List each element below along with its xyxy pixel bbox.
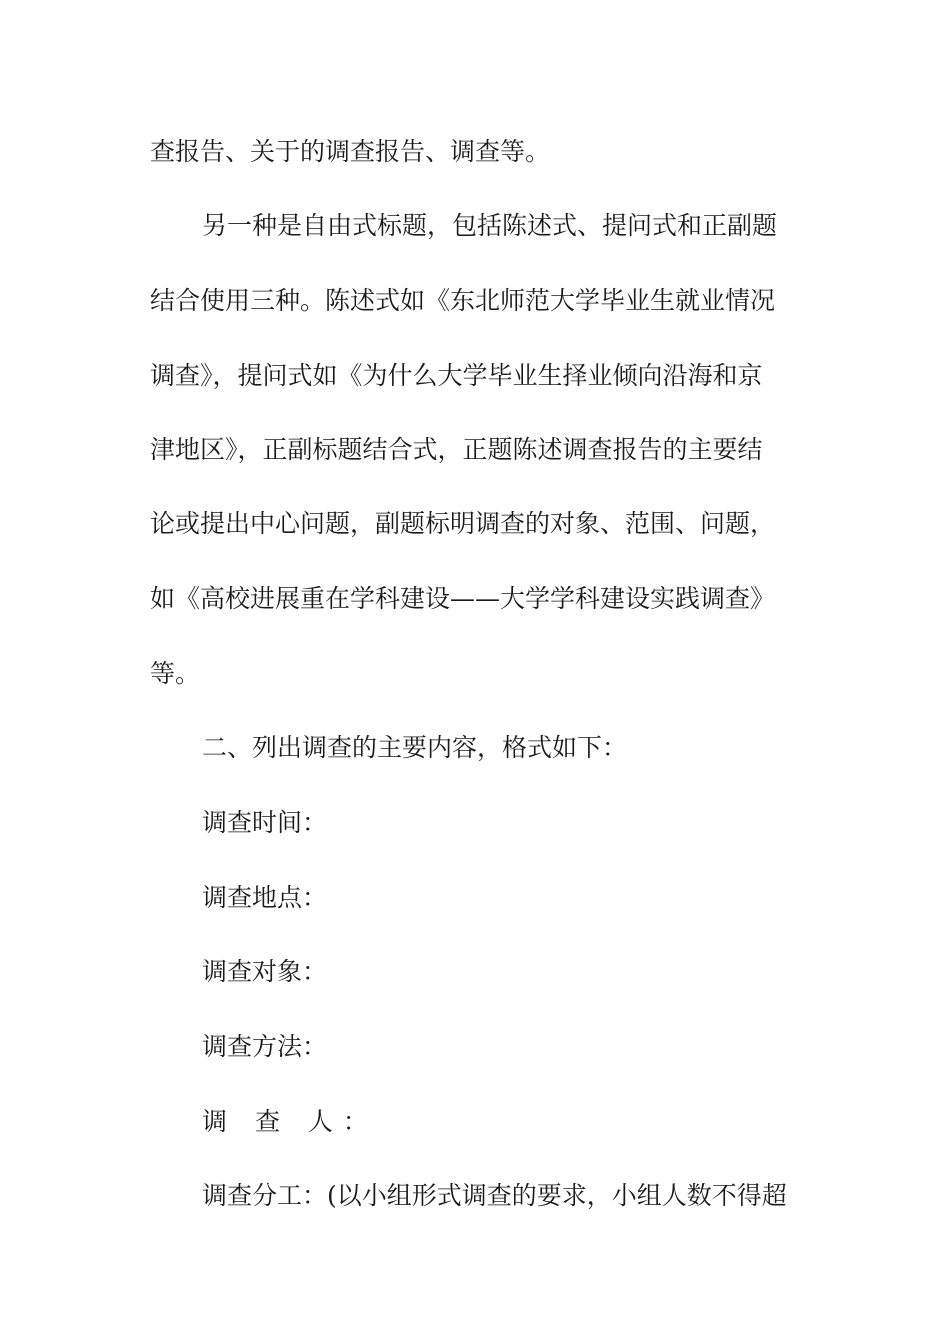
text-line-4: 调查》，提问式如《为什么大学毕业生择业倾向沿海和京 <box>150 361 763 390</box>
text-line-2: 另一种是自由式标题，包括陈述式、提问式和正副题 <box>202 211 778 240</box>
field-survey-division: 调查分工：(以小组形式调查的要求，小组人数不得超 <box>202 1181 787 1210</box>
field-survey-subject: 调查对象： <box>202 957 328 986</box>
field-survey-location: 调查地点： <box>202 883 328 912</box>
text-line-7: 如《高校进展重在学科建设——大学学科建设实践调查》 <box>150 584 776 613</box>
field-survey-time: 调查时间： <box>202 808 328 837</box>
text-line-8: 等。 <box>150 659 201 688</box>
text-line-3: 结合使用三种。陈述式如《东北师范大学毕业生就业情况 <box>150 286 776 315</box>
field-survey-method: 调查方法： <box>202 1032 328 1061</box>
field-surveyor: 调 查 人： <box>202 1107 378 1136</box>
text-line-6: 论或提出中心问题，副题标明调查的对象、范围、问题， <box>150 509 776 538</box>
text-line-5: 津地区》，正副标题结合式，正题陈述调查报告的主要结 <box>150 435 763 464</box>
text-line-1: 查报告、关于的调查报告、调查等。 <box>150 137 551 166</box>
section-heading: 二、列出调查的主要内容，格式如下： <box>202 733 628 762</box>
